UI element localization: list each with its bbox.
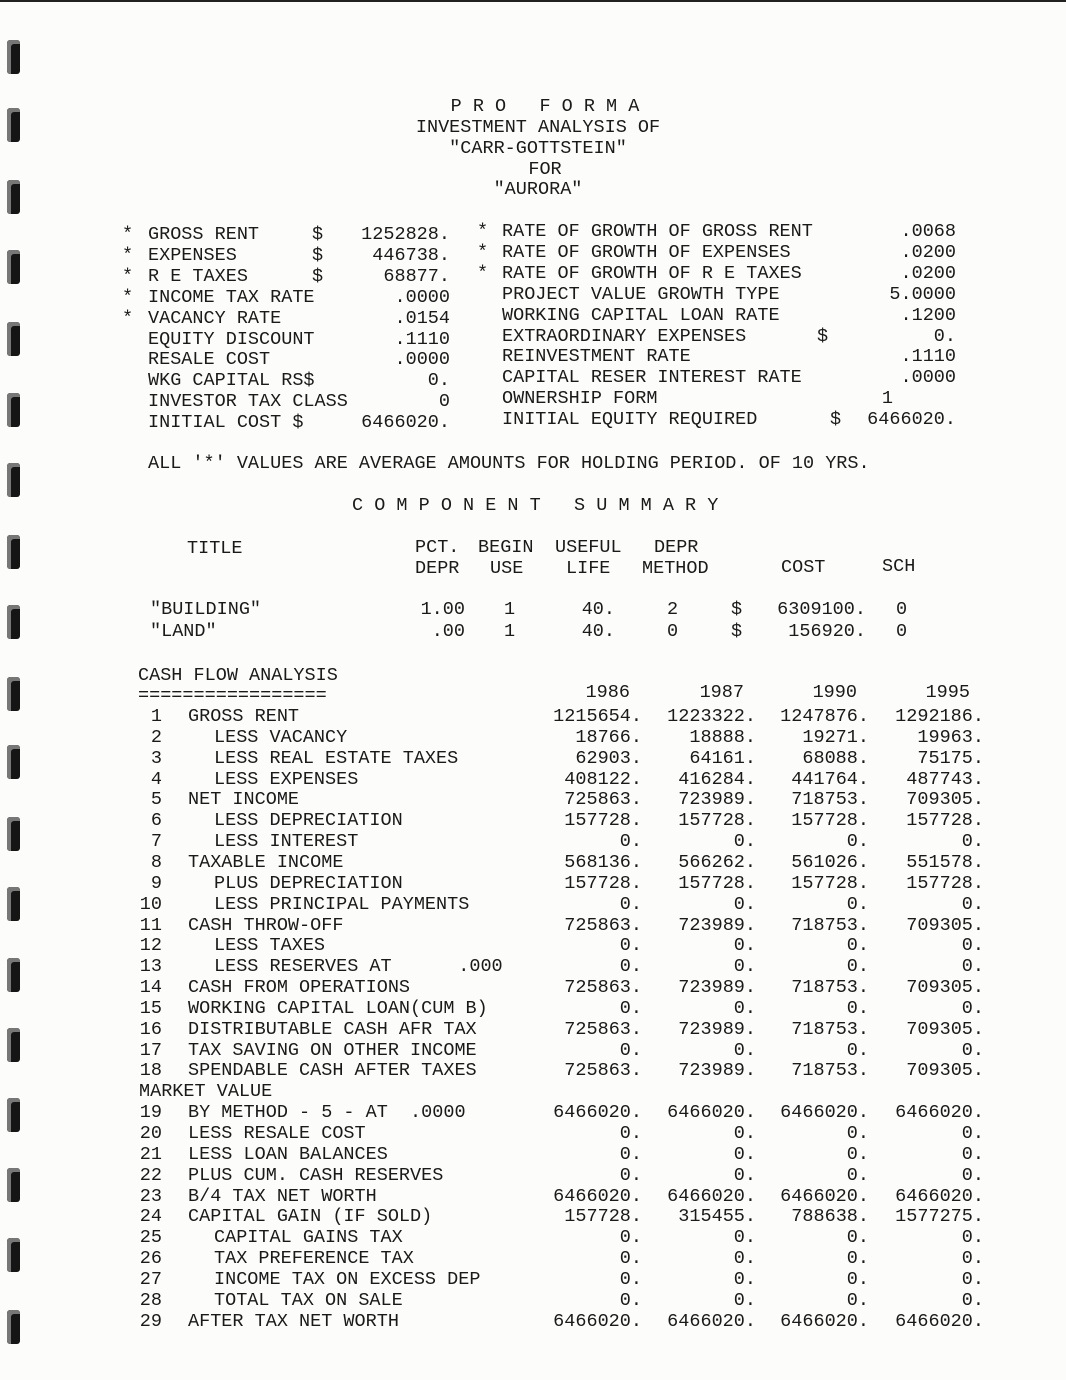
row-number: 6	[150, 810, 162, 831]
row-value: 0.	[733, 831, 756, 852]
year-header: 1986	[585, 682, 630, 703]
row-number: 3	[150, 748, 162, 769]
row-value: 725863.	[564, 789, 642, 810]
row-value: 0.	[733, 998, 756, 1019]
component-summary-heading: C O M P O N E N T S U M M A R Y	[352, 495, 719, 516]
row-value: 0.	[619, 1144, 642, 1165]
row-label: LESS REAL ESTATE TAXES	[214, 748, 459, 769]
row-value: 725863.	[564, 1019, 642, 1040]
param-label: VACANCY RATE	[148, 308, 282, 329]
row-value: 0.	[961, 998, 984, 1019]
component-currency: $	[731, 599, 743, 620]
param-label: INCOME TAX RATE	[148, 287, 315, 308]
col-header-begin-1: BEGIN	[478, 537, 534, 558]
binder-hole	[7, 180, 20, 214]
row-value: 0.	[619, 1290, 642, 1311]
row-label: B/4 TAX NET WORTH	[188, 1186, 377, 1207]
col-header-title: TITLE	[187, 538, 243, 559]
row-value: 566262.	[678, 852, 756, 873]
row-value: 1247876.	[780, 706, 869, 727]
row-number: 26	[139, 1248, 162, 1269]
param-value: .0000	[394, 287, 450, 308]
row-value: 0.	[733, 935, 756, 956]
binder-hole	[7, 1238, 20, 1272]
row-value: 6466020.	[895, 1102, 984, 1123]
row-value: 157728.	[564, 810, 642, 831]
row-value: 68088.	[802, 748, 869, 769]
param-label: OWNERSHIP FORM	[502, 388, 658, 409]
row-label: CAPITAL GAINS TAX	[214, 1227, 403, 1248]
binder-hole	[7, 1098, 20, 1132]
row-value: 0.	[619, 1040, 642, 1061]
row-value: 0.	[846, 956, 869, 977]
row-number: 10	[139, 894, 162, 915]
row-label: AFTER TAX NET WORTH	[188, 1311, 399, 1332]
param-label: EXPENSES	[148, 245, 237, 266]
row-value: 568136.	[564, 852, 642, 873]
row-label: LESS TAXES	[214, 935, 326, 956]
row-value: 0.	[733, 1040, 756, 1061]
row-value: 6466020.	[780, 1102, 869, 1123]
row-label: MARKET VALUE	[139, 1081, 273, 1102]
binder-hole	[7, 817, 20, 851]
component-life: 40.	[581, 599, 615, 620]
row-value: 0.	[846, 1227, 869, 1248]
param-label: RATE OF GROWTH OF GROSS RENT	[502, 221, 813, 242]
row-value: 725863.	[564, 1060, 642, 1081]
row-value: 725863.	[564, 977, 642, 998]
param-label: CAPITAL RESER INTEREST RATE	[502, 367, 802, 388]
param-label: WKG CAPITAL RS$	[148, 370, 315, 391]
row-label: LESS DEPRECIATION	[214, 810, 403, 831]
row-value: 6466020.	[553, 1311, 642, 1332]
row-value: 157728.	[678, 873, 756, 894]
param-label: EXTRAORDINARY EXPENSES	[502, 326, 747, 347]
param-label: R E TAXES	[148, 266, 248, 287]
row-value: 718753.	[791, 977, 869, 998]
param-currency: $	[830, 409, 842, 430]
param-value: .1200	[900, 305, 956, 326]
row-value: 0.	[961, 935, 984, 956]
col-header-cost: COST	[781, 557, 826, 578]
row-value: 709305.	[906, 977, 984, 998]
row-value: 0.	[961, 1227, 984, 1248]
row-label: TOTAL TAX ON SALE	[214, 1290, 403, 1311]
row-value: 718753.	[791, 1019, 869, 1040]
row-value: 709305.	[906, 915, 984, 936]
binder-hole	[7, 1028, 20, 1062]
row-value: 723989.	[678, 1019, 756, 1040]
col-header-life-2: LIFE	[566, 558, 611, 579]
param-value: .0154	[394, 308, 450, 329]
row-label: LESS RESERVES AT .000	[214, 956, 503, 977]
row-value: 0.	[619, 935, 642, 956]
col-header-method-1: DEPR	[654, 537, 699, 558]
binder-hole	[7, 463, 20, 497]
component-sch: 0	[896, 621, 908, 642]
param-value: 6466020.	[361, 412, 450, 433]
binder-hole	[7, 958, 20, 992]
row-value: 441764.	[791, 769, 869, 790]
row-value: 0.	[961, 956, 984, 977]
row-label: PLUS CUM. CASH RESERVES	[188, 1165, 444, 1186]
row-label: WORKING CAPITAL LOAN(CUM B)	[188, 998, 488, 1019]
binder-hole	[7, 605, 20, 639]
row-value: 0.	[961, 1040, 984, 1061]
row-value: 718753.	[791, 789, 869, 810]
row-value: 0.	[733, 956, 756, 977]
row-value: 75175.	[917, 748, 984, 769]
row-value: 723989.	[678, 1060, 756, 1081]
binder-hole	[7, 535, 20, 569]
component-title: "LAND"	[150, 621, 217, 642]
col-header-pct-2: DEPR	[415, 558, 460, 579]
row-value: 6466020.	[667, 1186, 756, 1207]
row-value: 0.	[961, 1144, 984, 1165]
row-value: 0.	[733, 1269, 756, 1290]
title-line-4: FOR	[528, 159, 562, 180]
row-label: LESS EXPENSES	[214, 769, 359, 790]
col-header-begin-2: USE	[490, 558, 524, 579]
row-label: TAX PREFERENCE TAX	[214, 1248, 414, 1269]
row-label: GROSS RENT	[188, 706, 300, 727]
row-value: 408122.	[564, 769, 642, 790]
param-star: *	[122, 266, 134, 287]
row-number: 16	[139, 1019, 162, 1040]
col-header-sch: SCH	[882, 556, 916, 577]
component-method: 2	[667, 599, 679, 620]
row-value: 0.	[619, 894, 642, 915]
component-begin: 1	[504, 599, 516, 620]
param-value: 0	[438, 391, 450, 412]
row-value: 416284.	[678, 769, 756, 790]
component-life: 40.	[581, 621, 615, 642]
component-sch: 0	[896, 599, 908, 620]
row-value: 0.	[733, 894, 756, 915]
row-value: 718753.	[791, 915, 869, 936]
row-number: 15	[139, 998, 162, 1019]
row-label: LESS LOAN BALANCES	[188, 1144, 388, 1165]
row-value: 487743.	[906, 769, 984, 790]
binder-hole	[7, 745, 20, 779]
param-label: RESALE COST	[148, 349, 271, 370]
param-value: .0000	[394, 349, 450, 370]
row-number: 29	[139, 1311, 162, 1332]
component-pct: .00	[431, 621, 465, 642]
row-value: 0.	[619, 956, 642, 977]
row-label: PLUS DEPRECIATION	[214, 873, 403, 894]
row-value: 0.	[733, 1248, 756, 1269]
param-value: 0.	[933, 326, 956, 347]
param-value: .0000	[900, 367, 956, 388]
row-value: 0.	[846, 998, 869, 1019]
param-star: *	[477, 263, 489, 284]
row-value: 0.	[619, 1248, 642, 1269]
row-number: 22	[139, 1165, 162, 1186]
param-star: *	[477, 242, 489, 263]
row-label: BY METHOD - 5 - AT .0000	[188, 1102, 466, 1123]
param-label: PROJECT VALUE GROWTH TYPE	[502, 284, 780, 305]
row-value: 709305.	[906, 789, 984, 810]
cash-flow-heading: CASH FLOW ANALYSIS	[138, 665, 338, 686]
param-value: .0200	[900, 263, 956, 284]
year-header: 1990	[812, 682, 857, 703]
param-star: *	[477, 221, 489, 242]
row-number: 28	[139, 1290, 162, 1311]
row-value: 19963.	[917, 727, 984, 748]
param-star: *	[122, 224, 134, 245]
row-value: 18766.	[575, 727, 642, 748]
row-value: 6466020.	[780, 1186, 869, 1207]
row-label: SPENDABLE CASH AFTER TAXES	[188, 1060, 477, 1081]
title-line-1: P R O F O R M A	[450, 96, 640, 117]
param-value: .0068	[900, 221, 956, 242]
row-value: 561026.	[791, 852, 869, 873]
row-number: 12	[139, 935, 162, 956]
row-number: 27	[139, 1269, 162, 1290]
row-value: 0.	[961, 894, 984, 915]
row-value: 0.	[846, 1144, 869, 1165]
row-number: 25	[139, 1227, 162, 1248]
param-label: WORKING CAPITAL LOAN RATE	[502, 305, 780, 326]
component-begin: 1	[504, 621, 516, 642]
param-label: GROSS RENT	[148, 224, 260, 245]
row-value: 6466020.	[553, 1102, 642, 1123]
param-value: 6466020.	[867, 409, 956, 430]
row-value: 0.	[619, 1227, 642, 1248]
row-value: 0.	[846, 1290, 869, 1311]
cash-flow-underline: =================	[138, 685, 327, 706]
param-value: 1	[881, 388, 893, 409]
param-value: 68877.	[383, 266, 450, 287]
row-value: 723989.	[678, 977, 756, 998]
row-label: TAXABLE INCOME	[188, 852, 344, 873]
row-value: 6466020.	[667, 1102, 756, 1123]
param-value: 1252828.	[361, 224, 450, 245]
binder-hole	[7, 1168, 20, 1202]
param-label: RATE OF GROWTH OF EXPENSES	[502, 242, 791, 263]
param-label: INVESTOR TAX CLASS	[148, 391, 348, 412]
param-value: .1110	[900, 346, 956, 367]
row-value: 0.	[619, 998, 642, 1019]
row-value: 0.	[846, 894, 869, 915]
row-value: 157728.	[906, 873, 984, 894]
row-value: 157728.	[564, 873, 642, 894]
row-value: 725863.	[564, 915, 642, 936]
row-value: 315455.	[678, 1206, 756, 1227]
row-value: 18888.	[689, 727, 756, 748]
row-value: 723989.	[678, 789, 756, 810]
row-value: 157728.	[791, 873, 869, 894]
row-value: 1223322.	[667, 706, 756, 727]
param-currency: $	[817, 326, 829, 347]
row-number: 9	[150, 873, 162, 894]
row-label: CASH FROM OPERATIONS	[188, 977, 411, 998]
row-value: 0.	[846, 935, 869, 956]
row-value: 0.	[619, 1269, 642, 1290]
row-value: 0.	[733, 1290, 756, 1311]
year-header: 1995	[925, 682, 970, 703]
row-number: 5	[150, 789, 162, 810]
param-star: *	[122, 245, 134, 266]
row-label: LESS PRINCIPAL PAYMENTS	[214, 894, 470, 915]
row-number: 14	[139, 977, 162, 998]
row-label: LESS INTEREST	[214, 831, 359, 852]
row-number: 20	[139, 1123, 162, 1144]
row-number: 7	[150, 831, 162, 852]
row-value: 0.	[733, 1227, 756, 1248]
col-header-pct-1: PCT.	[415, 537, 460, 558]
row-value: 0.	[961, 1165, 984, 1186]
row-value: 1215654.	[553, 706, 642, 727]
row-value: 0.	[846, 1248, 869, 1269]
row-value: 0.	[961, 1269, 984, 1290]
param-star: *	[122, 308, 134, 329]
binder-hole	[7, 1310, 20, 1344]
param-value: 5.0000	[889, 284, 956, 305]
row-value: 551578.	[906, 852, 984, 873]
row-number: 19	[139, 1102, 162, 1123]
col-header-method-2: METHOD	[642, 558, 709, 579]
row-value: 718753.	[791, 1060, 869, 1081]
row-value: 0.	[619, 831, 642, 852]
binder-hole	[7, 250, 20, 284]
row-number: 4	[150, 769, 162, 790]
row-value: 0.	[846, 1040, 869, 1061]
row-value: 64161.	[689, 748, 756, 769]
param-currency: $	[312, 245, 324, 266]
param-label: INITIAL EQUITY REQUIRED	[502, 409, 758, 430]
row-number: 23	[139, 1186, 162, 1207]
row-label: INCOME TAX ON EXCESS DEP	[214, 1269, 481, 1290]
row-number: 13	[139, 956, 162, 977]
binder-hole	[7, 108, 20, 142]
row-value: 6466020.	[895, 1186, 984, 1207]
param-value: .0200	[900, 242, 956, 263]
row-value: 0.	[846, 831, 869, 852]
row-number: 1	[150, 706, 162, 727]
title-line-3: "CARR-GOTTSTEIN"	[449, 138, 627, 159]
row-value: 709305.	[906, 1019, 984, 1040]
row-value: 157728.	[678, 810, 756, 831]
row-value: 19271.	[802, 727, 869, 748]
param-value: 0.	[427, 370, 450, 391]
row-value: 6466020.	[553, 1186, 642, 1207]
row-value: 62903.	[575, 748, 642, 769]
row-value: 723989.	[678, 915, 756, 936]
row-value: 0.	[846, 1269, 869, 1290]
param-star: *	[122, 287, 134, 308]
row-value: 0.	[961, 1248, 984, 1269]
binder-hole	[7, 393, 20, 427]
param-label: RATE OF GROWTH OF R E TAXES	[502, 263, 802, 284]
binder-hole	[7, 40, 20, 74]
row-label: NET INCOME	[188, 789, 300, 810]
component-method: 0	[667, 621, 679, 642]
row-value: 788638.	[791, 1206, 869, 1227]
page-top-edge	[0, 0, 1066, 2]
row-value: 0.	[846, 1165, 869, 1186]
component-cost: 156920.	[788, 621, 866, 642]
row-number: 2	[150, 727, 162, 748]
component-currency: $	[731, 621, 743, 642]
average-note: ALL '*' VALUES ARE AVERAGE AMOUNTS FOR HOLDING PERIOD. OF 10 YRS.	[148, 453, 870, 474]
row-number: 17	[139, 1040, 162, 1061]
row-value: 157728.	[564, 1206, 642, 1227]
row-value: 6466020.	[667, 1311, 756, 1332]
row-label: DISTRIBUTABLE CASH AFR TAX	[188, 1019, 477, 1040]
row-value: 0.	[619, 1165, 642, 1186]
param-label: EQUITY DISCOUNT	[148, 329, 315, 350]
param-label: INITIAL COST $	[148, 412, 304, 433]
param-value: .1110	[394, 329, 450, 350]
row-label: CAPITAL GAIN (IF SOLD)	[188, 1206, 433, 1227]
row-number: 24	[139, 1206, 162, 1227]
row-value: 0.	[733, 1144, 756, 1165]
binder-hole	[7, 677, 20, 711]
row-value: 6466020.	[780, 1311, 869, 1332]
row-value: 0.	[733, 1123, 756, 1144]
component-pct: 1.00	[420, 599, 465, 620]
row-label: CASH THROW-OFF	[188, 915, 344, 936]
row-label: LESS VACANCY	[214, 727, 348, 748]
year-header: 1987	[699, 682, 744, 703]
row-number: 21	[139, 1144, 162, 1165]
param-currency: $	[312, 266, 324, 287]
col-header-life-1: USEFUL	[555, 537, 622, 558]
row-value: 1292186.	[895, 706, 984, 727]
row-number: 18	[139, 1060, 162, 1081]
row-value: 6466020.	[895, 1311, 984, 1332]
row-value: 0.	[961, 1290, 984, 1311]
component-cost: 6309100.	[777, 599, 866, 620]
component-title: "BUILDING"	[150, 599, 262, 620]
row-number: 11	[139, 915, 162, 936]
row-value: 0.	[961, 831, 984, 852]
row-value: 0.	[961, 1123, 984, 1144]
row-number: 8	[150, 852, 162, 873]
row-label: LESS RESALE COST	[188, 1123, 366, 1144]
row-value: 157728.	[906, 810, 984, 831]
binder-hole	[7, 322, 20, 356]
param-currency: $	[312, 224, 324, 245]
title-line-5: "AURORA"	[493, 179, 583, 200]
row-value: 157728.	[791, 810, 869, 831]
row-value: 0.	[733, 1165, 756, 1186]
row-label: TAX SAVING ON OTHER INCOME	[188, 1040, 477, 1061]
param-label: REINVESTMENT RATE	[502, 346, 691, 367]
param-value: 446738.	[372, 245, 450, 266]
row-value: 0.	[846, 1123, 869, 1144]
row-value: 709305.	[906, 1060, 984, 1081]
title-line-2: INVESTMENT ANALYSIS OF	[415, 117, 661, 138]
row-value: 0.	[619, 1123, 642, 1144]
row-value: 1577275.	[895, 1206, 984, 1227]
binder-hole	[7, 887, 20, 921]
